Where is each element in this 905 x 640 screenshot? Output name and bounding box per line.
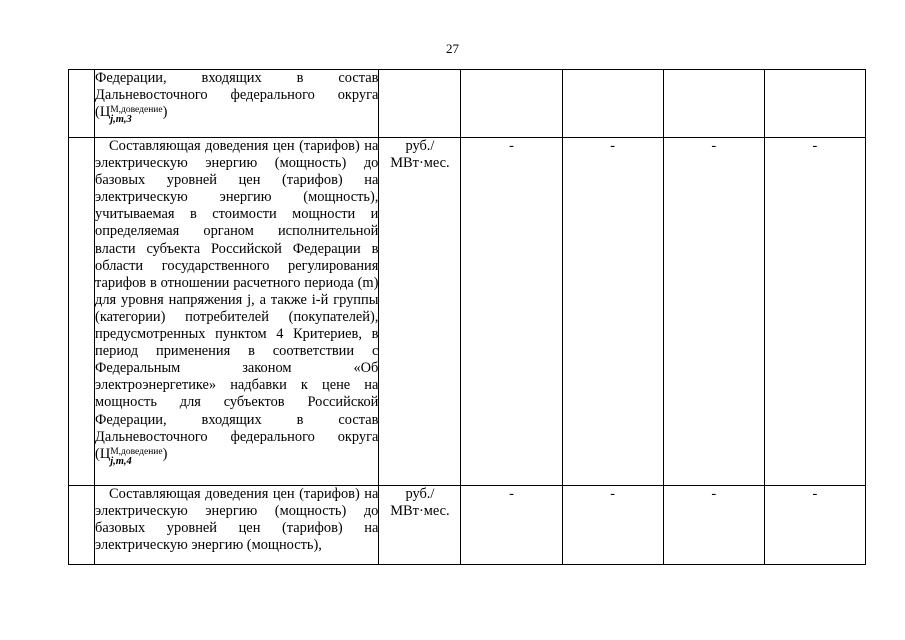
value-cell: -: [764, 486, 865, 565]
value-cell: [663, 70, 764, 138]
unit-cell: [379, 70, 461, 138]
formula: (Ц М,доведение j,m,4 ): [95, 445, 168, 467]
value-cell: -: [764, 138, 865, 486]
value-cell: [764, 70, 865, 138]
description-text: Составляющая доведения цен (тарифов) на электрическую энергию (мощность) до базовых уровней цен (тарифов) на электрическую энергию (мощность),: [95, 486, 379, 554]
value-cell: -: [461, 138, 562, 486]
formula-subscript: j,m,4: [110, 455, 132, 467]
value-cell: -: [562, 486, 663, 565]
formula-subscript: j,m,3: [110, 114, 132, 126]
formula: (Ц М,доведение j,m,3 ): [95, 104, 168, 126]
unit-cell: руб./ МВт·мес.: [379, 486, 461, 565]
table-row: [69, 138, 866, 486]
table-row: [69, 486, 866, 565]
row-number-cell: [69, 486, 95, 565]
value-cell: -: [663, 486, 764, 565]
value-cell: -: [562, 138, 663, 486]
formula-superscript: М,доведение: [110, 446, 163, 457]
description-text: Федерации, входящих в состав Дальневосточного федерального округа: [95, 70, 379, 104]
value-cell: [562, 70, 663, 138]
value-cell: -: [461, 486, 562, 565]
row-number-cell: [69, 138, 95, 486]
row-number-cell: [69, 70, 95, 138]
unit-cell: руб./ МВт·мес.: [379, 138, 461, 486]
table-row: [69, 70, 866, 138]
description-text: Составляющая доведения цен (тарифов) на электрическую энергию (мощность) до базовых уровней цен (тарифов) на электрическую энергию (мощность), учитываемая в стоимости мощности и определяемая органом исполнительной власти субъекта Российской Федерации в области государственного регулирования тарифов в отношении расчетного периода (m) для уровня напряжения j, а также i-й группы (категории) потребителей (покупателей), предусмотренных пунктом 4 Критериев, в период применения в соответствии с Федеральным законом «Об электроэнергетике» надбавки к цене на мощность для субъектов Российской Федерации, входящих в состав Дальневосточного федерального округа: [95, 138, 379, 445]
page-number: 27: [446, 41, 459, 56]
value-cell: [461, 70, 562, 138]
description-cell: [95, 486, 379, 565]
description-cell: [95, 70, 379, 138]
value-cell: -: [663, 138, 764, 486]
formula-superscript: М,доведение: [110, 105, 163, 116]
description-cell: [95, 138, 379, 486]
tariff-table: [68, 69, 866, 565]
